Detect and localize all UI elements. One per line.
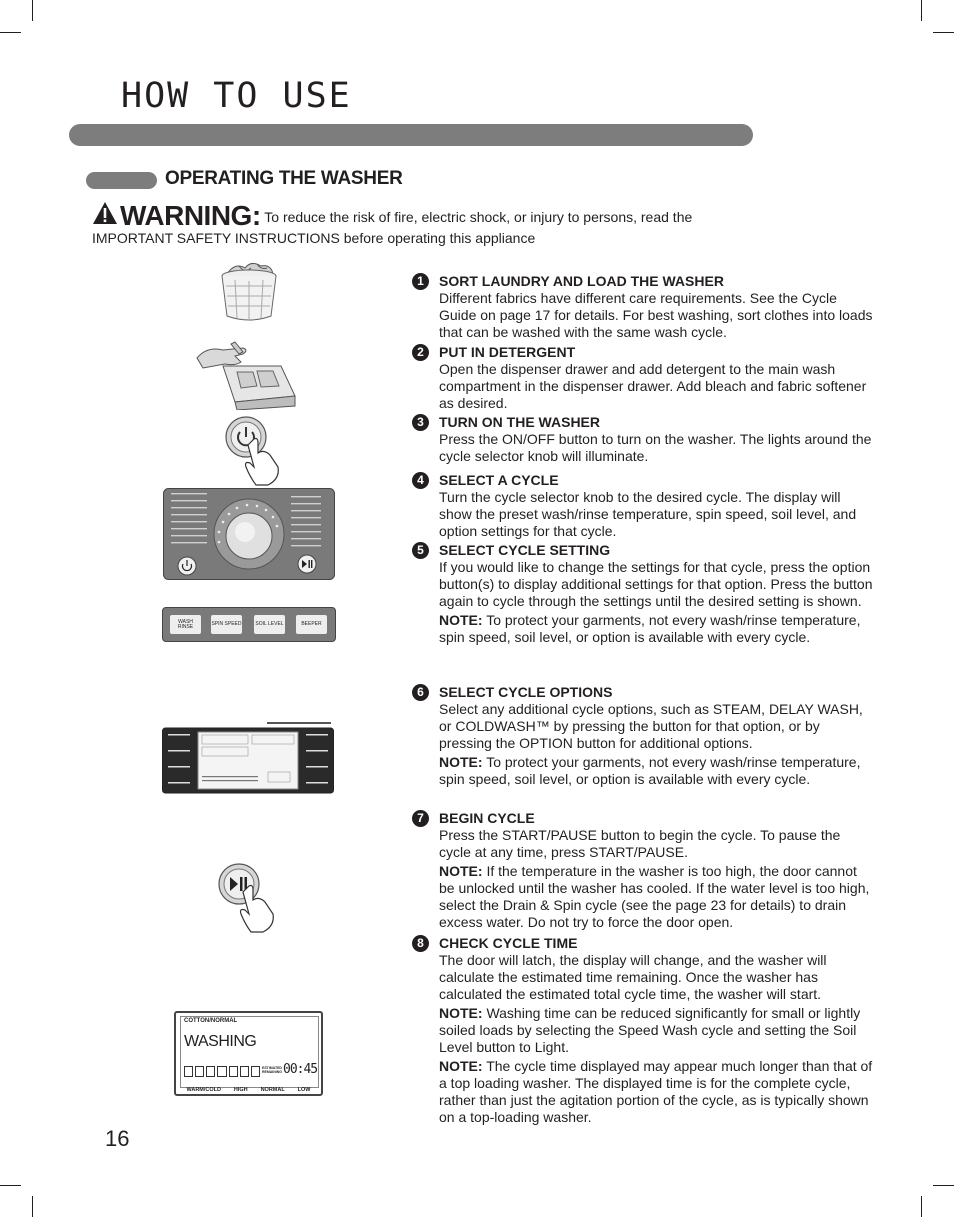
step-1: [412, 273, 874, 341]
step-number-badge: 6: [412, 684, 429, 701]
warning-triangle-icon: [92, 201, 118, 229]
note-label: NOTE:: [439, 754, 483, 770]
note-text: To protect your garments, not every wash/rinse temperature, spin speed, soil level, or option is available with every cycle.: [439, 754, 861, 787]
step-heading: BEGIN CYCLE: [439, 810, 535, 826]
display-time-label: ESTIMATED REMAINING: [262, 1066, 283, 1074]
step-number-badge: 2: [412, 344, 429, 361]
step-note: [439, 863, 874, 931]
spin-speed-button: SPIN SPEED: [211, 615, 242, 634]
step-text: Press the ON/OFF button to turn on the washer. The lights around the cycle selector knob will illuminate.: [439, 431, 872, 464]
note-label: NOTE:: [439, 863, 483, 879]
step-heading: PUT IN DETERGENT: [439, 344, 576, 360]
step-number-badge: 4: [412, 472, 429, 489]
crop-mark: [0, 1185, 21, 1186]
power-button-illustration: [224, 415, 288, 487]
crop-mark: [921, 0, 922, 21]
step-6: [412, 684, 874, 788]
step-heading: TURN ON THE WASHER: [439, 414, 600, 430]
warning-text: IMPORTANT SAFETY INSTRUCTIONS before operating this appliance: [92, 230, 536, 246]
option-icon: [206, 1066, 215, 1077]
section-title: OPERATING THE WASHER: [165, 168, 403, 189]
laundry-basket-illustration: [217, 260, 281, 324]
step-text: Press the START/PAUSE button to begin the cycle. To pause the cycle at any time, press START/PAUSE.: [439, 827, 841, 860]
step-heading: CHECK CYCLE TIME: [439, 935, 578, 951]
note-text: If the temperature in the washer is too high, the door cannot be unlocked until the washer has cooled. If the water level is too high, select the Drain & Spin cycle (see the page 23 for details) to drain excess water. Do not try to force the door open.: [439, 863, 870, 930]
note-label: NOTE:: [439, 612, 483, 628]
beeper-button: BEEPER: [296, 615, 327, 634]
start-pause-illustration: [217, 862, 283, 934]
step-3: [412, 414, 874, 465]
note-text: The cycle time displayed may appear much longer than that of a top loading washer. The displayed time is for the complete cycle, rather than just the agitation portion of the cycle, as is typically shown on a top-loading washer.: [439, 1058, 873, 1125]
step-2: [412, 344, 874, 412]
option-panel-illustration: [162, 722, 334, 794]
crop-mark: [32, 1196, 33, 1217]
note-label: NOTE:: [439, 1005, 483, 1021]
wash-rinse-button: WASH RINSE: [170, 615, 201, 634]
crop-mark: [32, 0, 33, 21]
display-settings-row: [180, 1086, 317, 1094]
step-number-badge: 7: [412, 810, 429, 827]
display-icons: [184, 1066, 260, 1078]
option-icon: [229, 1066, 238, 1077]
section-pill: [86, 172, 157, 189]
step-heading: SORT LAUNDRY AND LOAD THE WASHER: [439, 273, 724, 289]
step-heading: SELECT A CYCLE: [439, 472, 559, 488]
title-bar: [69, 124, 753, 146]
display-soil: NORMAL: [260, 1087, 285, 1093]
step-number-badge: 1: [412, 273, 429, 290]
display-option: LOW: [297, 1087, 311, 1093]
crop-mark: [921, 1196, 922, 1217]
option-icon: [195, 1066, 204, 1077]
display-cycle-name: COTTON/NORMAL: [184, 1018, 238, 1024]
warning-block: [92, 201, 772, 247]
display-spin: HIGH: [233, 1087, 248, 1093]
crop-mark: [933, 1185, 954, 1186]
warning-label: WARNING:: [120, 200, 261, 231]
step-text: Select any additional cycle options, such as STEAM, DELAY WASH, or COLDWASH™ by pressing the button for that option, or by pressing the OPTION button for additional options.: [439, 701, 863, 751]
option-icon: [184, 1066, 193, 1077]
step-note: [439, 1058, 874, 1126]
note-label: NOTE:: [439, 1058, 483, 1074]
step-note: [439, 612, 874, 646]
detergent-drawer-illustration: [195, 336, 299, 410]
step-4: [412, 472, 874, 540]
page-number: 16: [105, 1126, 130, 1151]
step-text: Different fabrics have different care requirements. See the Cycle Guide on page 17 for details. For best washing, sort clothes into loads that can be washed with the same wash cycle.: [439, 290, 873, 340]
soil-level-button: SOIL LEVEL: [254, 615, 285, 634]
step-number-badge: 3: [412, 414, 429, 431]
option-icon: [240, 1066, 249, 1077]
option-icon: [251, 1066, 260, 1077]
step-number-badge: 5: [412, 542, 429, 559]
step-note: [439, 1005, 874, 1056]
step-text: Turn the cycle selector knob to the desired cycle. The display will show the preset wash/rinse temperature, spin speed, soil level, and option settings for that cycle.: [439, 489, 857, 539]
step-note: [439, 754, 874, 788]
display-status: WASHING: [184, 1033, 257, 1050]
step-5: [412, 542, 874, 646]
step-7: [412, 810, 874, 931]
step-text: If you would like to change the settings for that cycle, press the option button(s) to display additional settings for that option. Press the button again to cycle through the settings until the desired setting is shown.: [439, 559, 873, 609]
page-title: HOW TO USE: [121, 76, 352, 116]
cycle-time-display-illustration: [174, 1011, 323, 1096]
display-temp: WARM/COLD: [186, 1087, 221, 1093]
step-heading: SELECT CYCLE OPTIONS: [439, 684, 613, 700]
display-time: 00:45: [283, 1062, 318, 1077]
note-text: Washing time can be reduced significantly for small or lightly soiled loads by selecting the Speed Wash cycle and setting the Soil Level button to Light.: [439, 1005, 861, 1055]
step-text: Open the dispenser drawer and add detergent to the main wash compartment in the dispenser drawer. Add bleach and fabric softener as desired.: [439, 361, 867, 411]
warning-text: To reduce the risk of fire, electric shock, or injury to persons, read the: [264, 209, 693, 225]
step-8: [412, 935, 874, 1126]
crop-mark: [933, 32, 954, 33]
option-icon: [217, 1066, 226, 1077]
setting-buttons-panel-illustration: [162, 607, 336, 642]
step-number-badge: 8: [412, 935, 429, 952]
step-heading: SELECT CYCLE SETTING: [439, 542, 611, 558]
step-text: The door will latch, the display will change, and the washer will calculate the estimated time remaining. Once the washer has calculated the estimated total cycle time, the washer will start.: [439, 952, 827, 1002]
note-text: To protect your garments, not every wash/rinse temperature, spin speed, soil level, or option is available with every cycle.: [439, 612, 861, 645]
crop-mark: [0, 32, 21, 33]
cycle-selector-panel-illustration: [163, 488, 335, 580]
